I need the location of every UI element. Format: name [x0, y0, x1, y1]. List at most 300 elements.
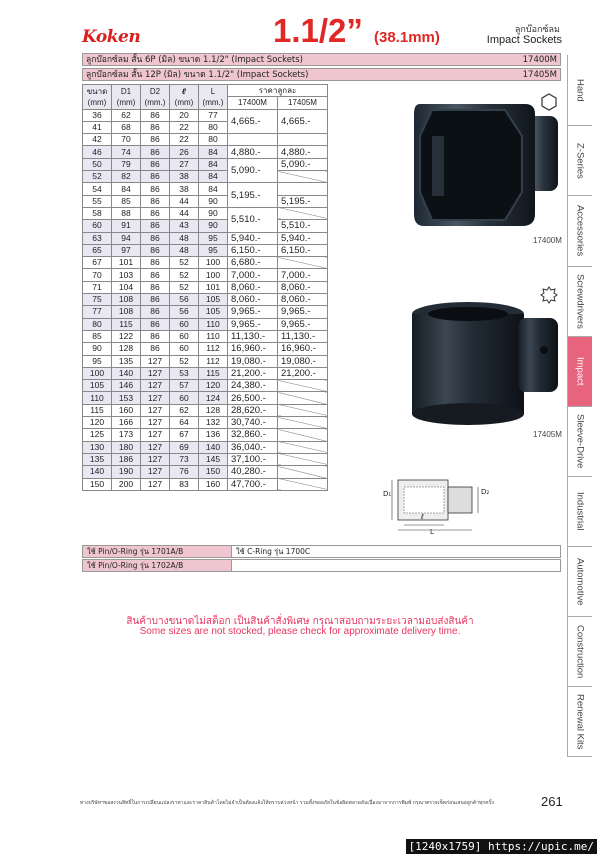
d1-cell: 160 [112, 404, 141, 416]
size-cell: 125 [83, 429, 112, 441]
table-row [83, 478, 328, 490]
side-tab-construction[interactable] [567, 617, 592, 687]
pin-ring-left: ใช้ Pin/O-Ring รุ่น 1702A/B [83, 560, 232, 571]
side-tab-hand[interactable] [567, 55, 592, 126]
price-17405m-cell: 21,200.- [278, 367, 328, 379]
price-unavailable-cell [278, 257, 328, 269]
price-17405m-cell: 11,130.- [278, 330, 328, 342]
d2-cell: 127 [141, 478, 170, 490]
d2-cell: 86 [141, 318, 170, 330]
size-cell: 130 [83, 441, 112, 453]
price-17400m-cell: 19,080.- [228, 355, 278, 367]
d1-cell: 200 [112, 478, 141, 490]
side-tab-label: Industrial [574, 492, 586, 531]
diagram-label-l-small: ℓ [421, 513, 424, 521]
l-cell: 100 [199, 269, 228, 281]
l-cell: 84 [199, 183, 228, 195]
price-17400m-cell: 16,960.- [228, 343, 278, 355]
size-cell: 120 [83, 417, 112, 429]
pin-ring-row [82, 545, 561, 558]
spec-table [82, 84, 328, 491]
l-small-cell: 22 [170, 134, 199, 146]
size-cell: 71 [83, 281, 112, 293]
table-row [83, 404, 328, 416]
price-17405m-cell: 7,000.- [278, 269, 328, 281]
price-17400m-cell: 4,880.- [228, 146, 278, 158]
table-row [83, 453, 328, 465]
price-17400m-cell: 5,940.- [228, 232, 278, 244]
l-small-cell: 20 [170, 109, 199, 121]
price-17405m-cell: 8,060.- [278, 281, 328, 293]
price-17400m-cell: 40,280.- [228, 466, 278, 478]
price-17405m-cell: 8,060.- [278, 294, 328, 306]
l-small-cell: 52 [170, 269, 199, 281]
price-17400m-cell: 6,680.- [228, 257, 278, 269]
side-tab-accessories[interactable] [567, 196, 592, 267]
table-row [83, 220, 328, 232]
price-17400m-cell: 32,860.- [228, 429, 278, 441]
size-cell: 58 [83, 207, 112, 219]
side-tab-renewal-kits[interactable] [567, 687, 592, 757]
table-row [83, 306, 328, 318]
l-small-cell: 48 [170, 244, 199, 256]
price-unavailable-cell [278, 207, 328, 219]
side-tab-label: Screwdrivers [574, 274, 586, 329]
l-cell: 105 [199, 306, 228, 318]
size-cell: 65 [83, 244, 112, 256]
l-cell: 115 [199, 367, 228, 379]
l-small-cell: 60 [170, 330, 199, 342]
size-cell: 41 [83, 121, 112, 133]
l-small-cell: 52 [170, 355, 199, 367]
l-cell: 100 [199, 257, 228, 269]
l-small-cell: 69 [170, 441, 199, 453]
col-l-small-header: ℓ (mm) [170, 85, 199, 110]
d1-cell: 70 [112, 134, 141, 146]
d2-cell: 86 [141, 343, 170, 355]
l-small-cell: 52 [170, 257, 199, 269]
price-17405m-cell: 5,090.- [278, 158, 328, 170]
l-small-cell: 60 [170, 392, 199, 404]
price-17405m-cell [278, 183, 328, 195]
d2-cell: 127 [141, 466, 170, 478]
price-unavailable-cell [278, 404, 328, 416]
l-small-cell: 56 [170, 294, 199, 306]
d2-cell: 86 [141, 121, 170, 133]
l-cell: 77 [199, 109, 228, 121]
table-row [83, 318, 328, 330]
l-cell: 80 [199, 134, 228, 146]
size-cell: 100 [83, 367, 112, 379]
d2-cell: 127 [141, 392, 170, 404]
price-unavailable-cell [278, 441, 328, 453]
l-small-cell: 26 [170, 146, 199, 158]
d2-cell: 127 [141, 380, 170, 392]
size-cell: 90 [83, 343, 112, 355]
page-number: 261 [541, 794, 563, 809]
price-17405m-cell: 9,965.- [278, 318, 328, 330]
d1-cell: 79 [112, 158, 141, 170]
d2-cell: 127 [141, 355, 170, 367]
price-17400m-cell: 7,000.- [228, 269, 278, 281]
diagram-label-l: L [430, 528, 434, 536]
series-desc: ลูกบ๊อกซ์ลม สั้น 6P (มิล) ขนาด 1.1/2" (Impact Sockets) [86, 55, 303, 65]
price-17400m-cell: 21,200.- [228, 367, 278, 379]
c-ring-right: ใช้ C-Ring รุ่น 1700C [236, 547, 311, 556]
d2-cell: 86 [141, 171, 170, 183]
l-small-cell: 53 [170, 367, 199, 379]
d1-cell: 180 [112, 441, 141, 453]
col-d1-header: D1 (mm) [112, 85, 141, 110]
d2-cell: 86 [141, 134, 170, 146]
size-cell: 70 [83, 269, 112, 281]
l-small-cell: 52 [170, 281, 199, 293]
price-17400m-cell: 6,150.- [228, 244, 278, 256]
col-price-header: ราคาลูกละ [228, 85, 328, 97]
price-17400m-cell: 37,100.- [228, 453, 278, 465]
table-row [83, 134, 328, 146]
size-cell: 63 [83, 232, 112, 244]
d1-cell: 108 [112, 306, 141, 318]
d2-cell: 86 [141, 330, 170, 342]
l-small-cell: 60 [170, 343, 199, 355]
photo-caption-17405m: 17405M [533, 430, 562, 439]
l-cell: 136 [199, 429, 228, 441]
side-tab-automotive[interactable] [567, 547, 592, 617]
d1-cell: 153 [112, 392, 141, 404]
size-cell: 75 [83, 294, 112, 306]
col-d2-header: D2 (mm.) [141, 85, 170, 110]
table-row [83, 158, 328, 170]
side-tab-label: Automotive [574, 557, 586, 606]
dimension-diagram [378, 470, 558, 544]
d1-cell: 97 [112, 244, 141, 256]
price-17405m-cell: 5,940.- [278, 232, 328, 244]
price-17405m-cell: 19,080.- [278, 355, 328, 367]
size-title: 1.1/2” [273, 12, 363, 49]
l-cell: 95 [199, 244, 228, 256]
l-cell: 110 [199, 318, 228, 330]
side-tab-z-series[interactable] [567, 126, 592, 196]
d1-cell: 186 [112, 453, 141, 465]
l-cell: 112 [199, 343, 228, 355]
d1-cell: 74 [112, 146, 141, 158]
price-unavailable-cell [278, 392, 328, 404]
socket-17405m-photo [408, 300, 560, 432]
d2-cell: 86 [141, 306, 170, 318]
price-17400m-cell: 9,965.- [228, 306, 278, 318]
l-cell: 124 [199, 392, 228, 404]
table-row [83, 429, 328, 441]
d2-cell: 86 [141, 183, 170, 195]
l-small-cell: 22 [170, 121, 199, 133]
size-cell: 55 [83, 195, 112, 207]
price-17400m-cell: 28,620.- [228, 404, 278, 416]
series-bar-12p [82, 68, 561, 81]
size-cell: 110 [83, 392, 112, 404]
d2-cell: 127 [141, 404, 170, 416]
pin-ring-left: ใช้ Pin/O-Ring รุ่น 1701A/B [83, 546, 232, 557]
col-l-header: L (mm.) [199, 85, 228, 110]
price-17400m-cell: 5,090.- [228, 158, 278, 183]
category-english: Impact Sockets [486, 34, 562, 46]
d2-cell: 86 [141, 109, 170, 121]
size-cell: 80 [83, 318, 112, 330]
table-row [83, 392, 328, 404]
l-cell: 84 [199, 158, 228, 170]
price-17405m-cell: 4,880.- [278, 146, 328, 158]
d1-cell: 84 [112, 183, 141, 195]
d1-cell: 108 [112, 294, 141, 306]
l-cell: 90 [199, 207, 228, 219]
side-tab-label: Sleeve-Drive [574, 414, 586, 469]
l-cell: 101 [199, 281, 228, 293]
series-bar-6p [82, 53, 561, 66]
size-cell: 60 [83, 220, 112, 232]
price-unavailable-cell [278, 429, 328, 441]
diagram-label-d2: D₂ [481, 488, 490, 496]
side-tab-industrial[interactable] [567, 477, 592, 547]
size-cell: 150 [83, 478, 112, 490]
table-row [83, 146, 328, 158]
l-cell: 120 [199, 380, 228, 392]
d2-cell: 86 [141, 207, 170, 219]
size-mm: (38.1mm) [374, 29, 440, 46]
side-tab-label: Construction [574, 624, 586, 679]
table-row [83, 380, 328, 392]
price-17405m-cell [278, 134, 328, 146]
l-small-cell: 43 [170, 220, 199, 232]
size-cell: 42 [83, 134, 112, 146]
size-cell: 140 [83, 466, 112, 478]
table-row [83, 207, 328, 219]
col-price-17400m: 17400M [228, 97, 278, 109]
side-tab-sleeve-drive[interactable] [567, 407, 592, 477]
d2-cell: 86 [141, 195, 170, 207]
price-17400m-cell: 30,740.- [228, 417, 278, 429]
price-17400m-cell: 47,700.- [228, 478, 278, 490]
side-tab-label: Hand [574, 78, 586, 102]
d1-cell: 115 [112, 318, 141, 330]
l-small-cell: 73 [170, 453, 199, 465]
d1-cell: 190 [112, 466, 141, 478]
table-row [83, 269, 328, 281]
l-small-cell: 44 [170, 207, 199, 219]
d1-cell: 122 [112, 330, 141, 342]
price-17400m-cell: 24,380.- [228, 380, 278, 392]
l-cell: 150 [199, 466, 228, 478]
table-row [83, 294, 328, 306]
table-row [83, 244, 328, 256]
d1-cell: 140 [112, 367, 141, 379]
side-tab-label: Z-Series [574, 142, 586, 179]
size-cell: 67 [83, 257, 112, 269]
d2-cell: 86 [141, 220, 170, 232]
l-small-cell: 48 [170, 232, 199, 244]
side-tab-screwdrivers[interactable] [567, 267, 592, 337]
l-cell: 160 [199, 478, 228, 490]
d2-cell: 86 [141, 294, 170, 306]
l-small-cell: 64 [170, 417, 199, 429]
d1-cell: 173 [112, 429, 141, 441]
table-row [83, 183, 328, 195]
d2-cell: 127 [141, 429, 170, 441]
d2-cell: 127 [141, 417, 170, 429]
d1-cell: 135 [112, 355, 141, 367]
l-small-cell: 27 [170, 158, 199, 170]
notice-thai: สินค้าบางขนาดไม่สต็อก เป็นสินค้าสั่งพิเศษ กรุณาสอบถามระยะเวลามอบส่งสินค้า [126, 616, 474, 627]
d2-cell: 86 [141, 281, 170, 293]
category-thai: ลูกบ๊อกซ์ลม [514, 25, 560, 35]
l-cell: 145 [199, 453, 228, 465]
side-tab-label: Renewal Kits [574, 693, 586, 750]
price-unavailable-cell [278, 380, 328, 392]
price-17400m-cell: 26,500.- [228, 392, 278, 404]
pin-ring-right [232, 560, 236, 571]
side-tab-impact[interactable] [567, 337, 592, 407]
l-cell: 112 [199, 355, 228, 367]
d2-cell: 86 [141, 158, 170, 170]
pin-ring-row [82, 559, 561, 572]
l-cell: 95 [199, 232, 228, 244]
table-row [83, 367, 328, 379]
table-row [83, 109, 328, 121]
size-cell: 135 [83, 453, 112, 465]
col-price-17405m: 17405M [278, 97, 328, 109]
price-17405m-cell: 5,510.- [278, 220, 328, 232]
d2-cell: 86 [141, 269, 170, 281]
price-17400m-cell: 9,965.- [228, 318, 278, 330]
d1-cell: 82 [112, 171, 141, 183]
price-17400m-cell: 4,665.- [228, 109, 278, 134]
l-cell: 80 [199, 121, 228, 133]
col-size-header: ขนาด (mm) [83, 85, 112, 110]
l-small-cell: 38 [170, 171, 199, 183]
table-row [83, 343, 328, 355]
size-cell: 54 [83, 183, 112, 195]
l-cell: 128 [199, 404, 228, 416]
footer-disclaimer: ทางบริษัทฯขอสงวนสิทธิ์ในการเปลี่ยนแปลงราคาและราคาสินค้าโดยไม่จำเป็นต้องแจ้งให้ทราบล่วงหน้า รวมทั้งขออภัยในข้อผิดพลาดอันเนื่องมาจากการพิมพ์ กรุณาตรวจเช็คก่อนเสนอลูกค้าทุกครั้ง [80, 800, 494, 806]
d2-cell: 86 [141, 146, 170, 158]
l-small-cell: 83 [170, 478, 199, 490]
l-small-cell: 44 [170, 195, 199, 207]
price-unavailable-cell [278, 453, 328, 465]
l-cell: 140 [199, 441, 228, 453]
l-small-cell: 56 [170, 306, 199, 318]
d1-cell: 68 [112, 121, 141, 133]
price-17400m-cell: 8,060.- [228, 294, 278, 306]
price-17400m-cell: 5,510.- [228, 207, 278, 232]
d1-cell: 91 [112, 220, 141, 232]
table-row [83, 355, 328, 367]
socket-17400m-photo [410, 96, 560, 240]
size-cell: 50 [83, 158, 112, 170]
notice-english: Some sizes are not stocked, please check for approximate delivery time. [139, 626, 461, 637]
size-cell: 105 [83, 380, 112, 392]
side-tab-label: Impact [574, 357, 586, 386]
table-row [83, 417, 328, 429]
size-cell: 115 [83, 404, 112, 416]
d1-cell: 85 [112, 195, 141, 207]
l-cell: 105 [199, 294, 228, 306]
diagram-label-d1: D₁ [383, 490, 392, 498]
price-unavailable-cell [278, 478, 328, 490]
l-cell: 132 [199, 417, 228, 429]
price-17405m-cell: 4,665.- [278, 109, 328, 134]
price-17400m-cell: 8,060.- [228, 281, 278, 293]
d1-cell: 166 [112, 417, 141, 429]
price-unavailable-cell [278, 417, 328, 429]
size-cell: 46 [83, 146, 112, 158]
table-row [83, 466, 328, 478]
d2-cell: 127 [141, 367, 170, 379]
price-17400m-cell: 11,130.- [228, 330, 278, 342]
photo-caption-17400m: 17400M [533, 236, 562, 245]
price-17400m-cell [228, 134, 278, 146]
l-small-cell: 67 [170, 429, 199, 441]
size-cell: 95 [83, 355, 112, 367]
brand-logo: Koken [82, 27, 141, 47]
table-row [83, 171, 328, 183]
d2-cell: 86 [141, 244, 170, 256]
table-row [83, 232, 328, 244]
price-17405m-cell: 16,960.- [278, 343, 328, 355]
l-small-cell: 76 [170, 466, 199, 478]
image-watermark: [1240x1759] https://upic.me/ [406, 839, 597, 854]
l-cell: 90 [199, 195, 228, 207]
l-small-cell: 62 [170, 404, 199, 416]
side-tab-label: Accessories [574, 205, 586, 257]
price-17405m-cell: 6,150.- [278, 244, 328, 256]
series-desc: ลูกบ๊อกซ์ลม สั้น 12P (มิล) ขนาด 1.1/2" (Impact Sockets) [86, 70, 309, 80]
l-cell: 84 [199, 146, 228, 158]
l-small-cell: 60 [170, 318, 199, 330]
table-row [83, 330, 328, 342]
l-cell: 90 [199, 220, 228, 232]
size-cell: 77 [83, 306, 112, 318]
d1-cell: 88 [112, 207, 141, 219]
table-row [83, 281, 328, 293]
d1-cell: 146 [112, 380, 141, 392]
price-17405m-cell: 9,965.- [278, 306, 328, 318]
l-cell: 110 [199, 330, 228, 342]
size-cell: 85 [83, 330, 112, 342]
price-unavailable-cell [278, 466, 328, 478]
price-unavailable-cell [278, 171, 328, 183]
table-row [83, 257, 328, 269]
d1-cell: 104 [112, 281, 141, 293]
d2-cell: 127 [141, 453, 170, 465]
size-cell: 36 [83, 109, 112, 121]
d1-cell: 94 [112, 232, 141, 244]
price-17400m-cell: 5,195.- [228, 183, 278, 208]
table-row [83, 441, 328, 453]
d2-cell: 86 [141, 257, 170, 269]
l-small-cell: 38 [170, 183, 199, 195]
d1-cell: 128 [112, 343, 141, 355]
table-row [83, 195, 328, 207]
series-code: 17400M [522, 55, 557, 65]
size-cell: 52 [83, 171, 112, 183]
l-small-cell: 57 [170, 380, 199, 392]
d2-cell: 86 [141, 232, 170, 244]
d1-cell: 62 [112, 109, 141, 121]
d2-cell: 127 [141, 441, 170, 453]
d1-cell: 103 [112, 269, 141, 281]
price-17405m-cell: 5,195.- [278, 195, 328, 207]
series-code: 17405M [522, 70, 557, 80]
l-cell: 84 [199, 171, 228, 183]
